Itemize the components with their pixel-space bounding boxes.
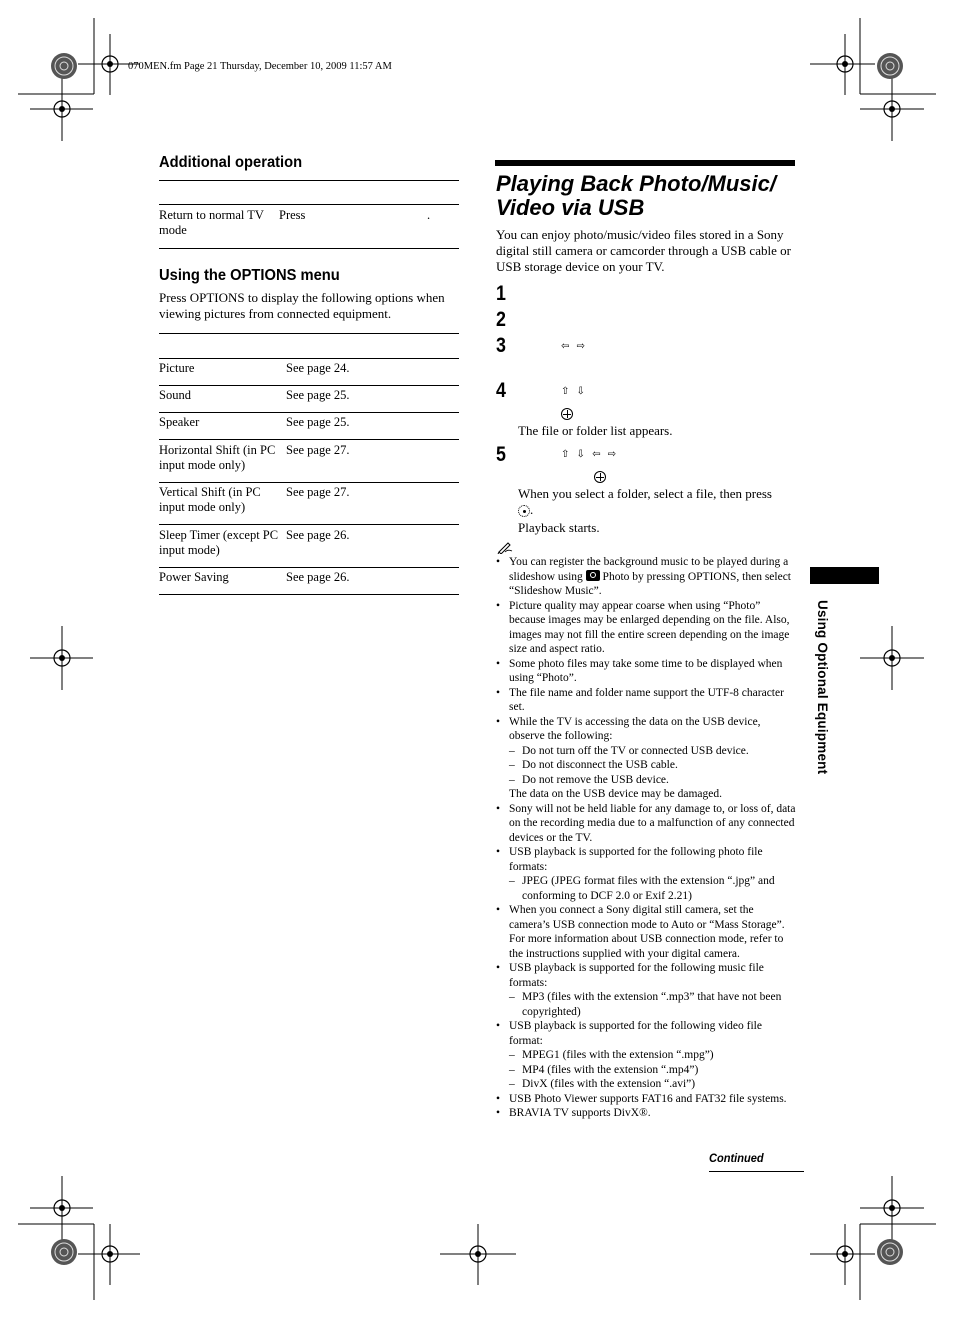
playback-starts: Playback starts. [518, 520, 600, 535]
note-item [496, 715, 796, 802]
options-table-header-rule [159, 358, 459, 359]
step-4-result: The file or folder list appears. [518, 423, 673, 438]
step-number-5: 5 [496, 443, 506, 466]
section-tab-marker [810, 567, 879, 584]
row-rule [159, 385, 459, 386]
page-title-line-2: Video via USB [496, 195, 645, 220]
options-table-top-rule [159, 333, 459, 334]
options-row-name: Power Saving [159, 570, 229, 584]
step-number-1: 1 [496, 282, 506, 305]
additional-operation-heading: Additional operation [159, 154, 303, 171]
file-header-info: 070MEN.fm Page 21 Thursday, December 10, 2009 11:57 AM [128, 61, 392, 72]
options-row-ref: See page 24. [286, 361, 350, 375]
table-header-rule [159, 204, 459, 205]
usb-intro: You can enjoy photo/music/video files stored in a Sony digital still camera or camcorder through a USB cable or USB storage device on your TV. [496, 227, 791, 274]
options-row-ref: See page 25. [286, 388, 350, 402]
up-down-arrows-icon: ⇧ ⇩ [561, 386, 587, 397]
options-row-name: Sleep Timer (except PC input mode) [159, 528, 279, 557]
options-row-ref: See page 27. [286, 443, 350, 457]
enter-icon [594, 468, 606, 486]
enter-icon [561, 405, 573, 423]
options-row-name: Speaker [159, 415, 200, 429]
table-top-rule [159, 180, 459, 181]
note-item: • Sony will not be held liable for any damage to, or loss of, data on the recording media due to a malfunction of any connected devices or the TV. [496, 802, 796, 846]
note-item [496, 1019, 796, 1092]
section-side-label-text: Using Optional Equipment [815, 600, 830, 775]
note-subitem: – DivX (files with the extension “.avi”) [509, 1077, 796, 1092]
options-row-ref: See page 26. [286, 570, 350, 584]
note-item [496, 845, 796, 903]
note-text: While the TV is accessing the data on the USB device, observe the following: [509, 715, 761, 742]
row-rule [159, 567, 459, 568]
note-text: USB playback is supported for the following music file formats: [509, 962, 764, 989]
note-subitem: – Do not disconnect the USB cable. [509, 758, 796, 773]
note-item: • BRAVIA TV supports DivX®. [496, 1106, 796, 1121]
table-bottom-rule [159, 248, 459, 249]
options-row-ref: See page 27. [286, 485, 350, 499]
options-menu-heading: Using the OPTIONS menu [159, 267, 340, 284]
title-bar [495, 160, 795, 166]
note-subitem: – Do not remove the USB device. [509, 773, 796, 788]
left-right-arrows-icon: ⇦ ⇨ [561, 341, 587, 352]
continued-label: Continued [709, 1151, 764, 1165]
page-title-line-1: Playing Back Photo/Music/ [496, 171, 776, 196]
options-intro: Press OPTIONS to display the following options when viewing pictures from connected equipment. [159, 290, 445, 321]
note-item [496, 555, 796, 599]
note-subitem: – MP3 (files with the extension “.mp3” that have not been copyrighted) [509, 990, 796, 1019]
note-tail: The data on the USB device may be damaged. [509, 788, 722, 800]
note-item: • When you connect a Sony digital still camera, set the camera’s USB connection mode to Auto or “Mass Storage”. For more information about USB connection mode, refer to the instructions supplied with your digital camera. [496, 903, 796, 961]
step-5-result [518, 486, 798, 518]
continued-rule [709, 1171, 804, 1172]
notes-list [496, 555, 796, 1121]
enter-icon [518, 505, 530, 517]
step-5-result-text: When you select a folder, select a file, then press [518, 486, 772, 501]
note-text: USB playback is supported for the following video file format: [509, 1020, 762, 1047]
section-side-label [808, 600, 838, 790]
note-text: You can register the background music to be played during a slideshow using [509, 556, 789, 583]
step-number-2: 2 [496, 308, 506, 331]
four-way-arrows-icon: ⇧ ⇩ ⇦ ⇨ [561, 449, 619, 460]
options-row-name: Picture [159, 361, 195, 375]
row-rule [159, 412, 459, 413]
options-row-ref: See page 25. [286, 415, 350, 429]
note-item: • Some photo files may take some time to be displayed when using “Photo”. [496, 657, 796, 686]
step-number-3: 3 [496, 334, 506, 357]
options-row-name: Sound [159, 388, 191, 402]
photo-camera-icon [586, 570, 600, 581]
note-subitem: – Do not turn off the TV or connected USB device. [509, 744, 796, 759]
note-item [496, 961, 796, 1019]
row-rule [159, 482, 459, 483]
options-row-name: Vertical Shift (in PC input mode only) [159, 485, 261, 514]
pencil-note-icon [497, 541, 513, 554]
note-item: • USB Photo Viewer supports FAT16 and FAT32 file systems. [496, 1092, 796, 1107]
options-row-ref: See page 26. [286, 528, 350, 542]
additional-row-action: Return to normal TV mode [159, 208, 264, 237]
note-subitem: – MP4 (files with the extension “.mp4”) [509, 1063, 796, 1078]
additional-row-press: Press [279, 208, 306, 222]
options-table-bottom-rule [159, 594, 459, 595]
note-item: • The file name and folder name support the UTF-8 character set. [496, 686, 796, 715]
note-subitem: – MPEG1 (files with the extension “.mpg”) [509, 1048, 796, 1063]
row-rule [159, 439, 459, 440]
note-text: USB playback is supported for the following photo file formats: [509, 846, 763, 873]
step-number-4: 4 [496, 379, 506, 402]
page-title [496, 172, 796, 220]
note-subitem: – JPEG (JPEG format files with the extension “.jpg” and conforming to DCF 2.0 or Exif 2.21) [509, 874, 796, 903]
step-5-result-end: . [530, 502, 534, 517]
note-text: Photo by pressing OPTIONS, then select “Slideshow Music”. [509, 570, 792, 597]
row-rule [159, 524, 459, 525]
additional-row-period: . [427, 208, 431, 222]
options-row-name: Horizontal Shift (in PC input mode only) [159, 443, 276, 472]
note-item: • Picture quality may appear coarse when using “Photo” because images may be enlarged depending on the file. Also, images may not fill the entire screen depending on the image size and aspect ratio. [496, 599, 796, 657]
